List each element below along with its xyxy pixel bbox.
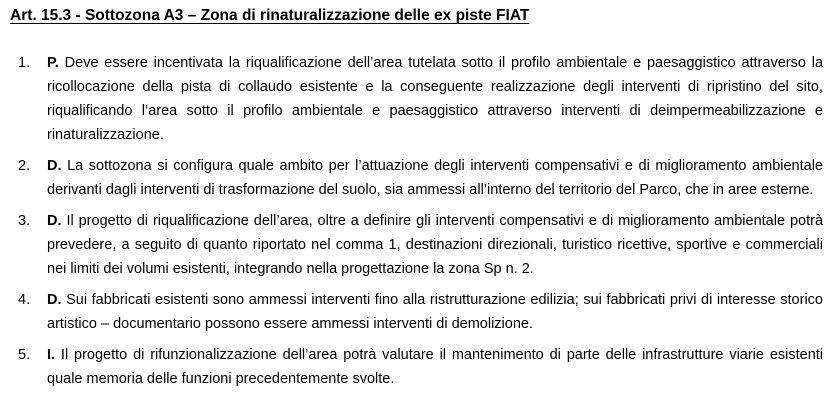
item-text bbox=[47, 288, 823, 336]
item-prefix: I. bbox=[47, 347, 56, 363]
list-item bbox=[0, 209, 823, 281]
item-number: 1. bbox=[18, 55, 31, 71]
item-body-text: Il progetto di rifunzionalizzazione dell’area potrà valutare il mantenimento di parte delle infrastrutture viarie esistenti quale memoria delle funzioni precedentemente svolte. bbox=[47, 347, 824, 387]
item-prefix: D. bbox=[47, 158, 62, 174]
item-number: 4. bbox=[18, 292, 31, 308]
item-text bbox=[47, 343, 823, 391]
list-item bbox=[0, 343, 823, 391]
article-title: Art. 15.3 - Sottozona A3 – Zona di rinaturalizzazione delle ex piste FIAT bbox=[10, 7, 530, 24]
list-item bbox=[0, 154, 823, 202]
item-body-text: Il progetto di riqualificazione dell’area, oltre a definire gli interventi compensativi e di miglioramento ambientale potrà prevedere, a seguito di quanto riportato nel comma 1, destinazioni direzionali, turistico ricettive, sportive e commerciali nei limiti dei volumi esistenti, integrando nella progettazione la zona Sp n. 2. bbox=[47, 213, 824, 277]
item-number: 2. bbox=[18, 158, 31, 174]
item-number: 5. bbox=[18, 347, 31, 363]
list-item bbox=[0, 288, 823, 336]
item-body-text: Sui fabbricati esistenti sono ammessi interventi fino alla ristrutturazione edilizia; sui fabbricati privi di interesse storico artistico – documentario possono essere ammessi interventi di demolizione. bbox=[47, 292, 823, 332]
item-text bbox=[47, 51, 823, 147]
item-prefix: D. bbox=[47, 292, 62, 308]
item-text bbox=[47, 209, 823, 281]
list-item bbox=[0, 51, 823, 147]
item-body-text: Deve essere incentivata la riqualificazione dell’area tutelata sotto il profilo ambientale e paesaggistico attraverso la ricollocazione della pista di collaudo esistente e la conseguente realizzazione degli interventi di ripristino del sito, riqualificando l’area sotto il profilo ambientale e paesaggistico attraverso interventi di deimpermeabilizzazione e rinaturalizzazione. bbox=[47, 55, 824, 143]
item-number: 3. bbox=[18, 213, 31, 229]
item-prefix: P. bbox=[47, 55, 59, 71]
item-body-text: La sottozona si configura quale ambito per l’attuazione degli interventi compensativi e di miglioramento ambientale derivanti dagli interventi di trasformazione del suolo, sia ammessi all’interno del territorio del Parco, che in aree esterne. bbox=[47, 158, 823, 198]
item-prefix: D. bbox=[47, 213, 62, 229]
item-text bbox=[47, 154, 823, 202]
